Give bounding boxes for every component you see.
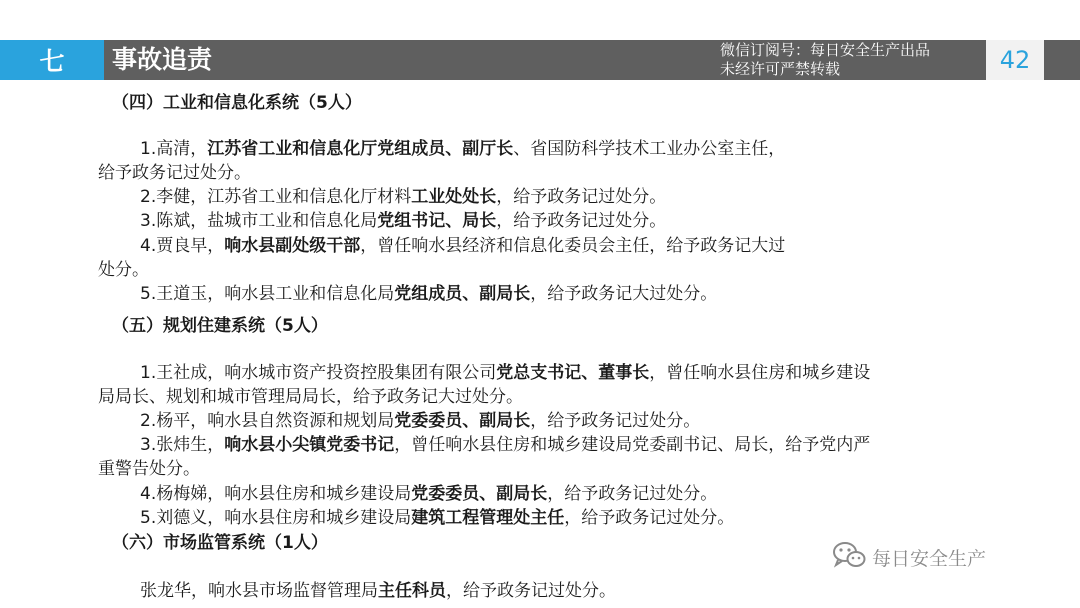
- section-heading: （六）市场监管系统（1人）: [112, 533, 328, 553]
- chapter-badge: [0, 40, 104, 80]
- list-item-continuation: 重警告处分。: [98, 459, 200, 479]
- notice-line-1: 微信订阅号：每日安全生产出品: [720, 41, 931, 59]
- list-item: 2.杨平，响水县自然资源和规划局党委委员、副局长，给予政务记过处分。: [140, 411, 701, 431]
- page-number-box: [986, 40, 1044, 80]
- list-item-continuation: 给予政务记过处分。: [98, 163, 251, 183]
- copyright-notice: [720, 40, 930, 81]
- list-item: 1.王社成，响水城市资产投资控股集团有限公司党总支书记、董事长，曾任响水县住房和城乡建设: [140, 363, 871, 383]
- list-item: 5.王道玉，响水县工业和信息化局党组成员、副局长，给予政务记大过处分。: [140, 284, 718, 304]
- list-item: 4.贾良早，响水县副处级干部，曾任响水县经济和信息化委员会主任，给予政务记大过: [140, 236, 786, 256]
- list-item: 2.李健，江苏省工业和信息化厅材料工业处处长，给予政务记过处分。: [140, 187, 667, 207]
- list-item: 5.刘德义，响水县住房和城乡建设局建筑工程管理处主任，给予政务记过处分。: [140, 508, 735, 528]
- chapter-number: 七: [39, 47, 65, 76]
- list-item-continuation: 局局长、规划和城市管理局局长，给予政务记大过处分。: [98, 387, 523, 407]
- watermark: [832, 540, 986, 574]
- section-heading: （四）工业和信息化系统（5人）: [112, 93, 362, 113]
- title-band: [104, 40, 1080, 80]
- list-item: 3.张炜生，响水县小尖镇党委书记，曾任响水县住房和城乡建设局党委副书记、局长，给予党内严: [140, 435, 871, 455]
- list-item: 张龙华，响水县市场监督管理局主任科员，给予政务记过处分。: [140, 581, 616, 601]
- notice-line-2: 未经许可严禁转载: [720, 60, 841, 78]
- page-title: 事故追责: [112, 45, 213, 74]
- section-heading: （五）规划住建系统（5人）: [112, 316, 328, 336]
- watermark-text: 每日安全生产: [872, 547, 987, 570]
- list-item: 4.杨梅娣，响水县住房和城乡建设局党委委员、副局长，给予政务记过处分。: [140, 484, 718, 504]
- header-band: [0, 40, 1080, 80]
- list-item: 1.高清，江苏省工业和信息化厅党组成员、副厅长、省国防科学技术工业办公室主任，: [140, 139, 786, 159]
- list-item-continuation: 处分。: [98, 260, 149, 280]
- page-number: 42: [999, 46, 1031, 74]
- list-item: 3.陈斌，盐城市工业和信息化局党组书记、局长，给予政务记过处分。: [140, 211, 667, 231]
- wechat-icon: [832, 541, 866, 574]
